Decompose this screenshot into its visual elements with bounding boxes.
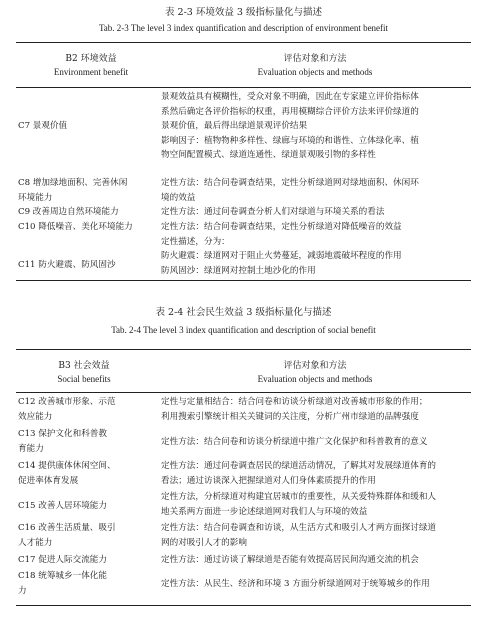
- table1-caption-zh: 表 2-3 环境效益 3 级指标量化与描述: [165, 7, 322, 18]
- row-code: C8 增加绿地面积、完善休闲 环境能力: [18, 178, 128, 203]
- row-description: 景观效益具有模糊性，受众对象不明确，因此在专家建立评价指标体 系然后确定各评价指标的权重，再用模糊综合评价方法来评价绿道的 景观价值，最后得出绿道景观评价结果 影响因子：植物物种多样性、绿廊与环境的和谐性、立体绿化率、植 物空间配置模式、绿道连通性、绿道景观吸引物的多样性: [161, 92, 419, 160]
- table2-caption-zh: 表 2-4 社会民生效益 3 级指标量化与描述: [155, 307, 332, 318]
- row-description: 定性与定量相结合：结合问卷和访谈分析绿道对改善城市形象的作用； 利用搜索引擎统计相关关键词的关注度，分析广州市绿道的品牌强度: [161, 397, 428, 422]
- row-description: 定性方法：通过访谈了解绿道是否能有效提高居民间沟通交流的机会: [161, 555, 419, 565]
- row-description: 防火避震：绿道网对于阻止火势蔓延，减弱地震破坏程度的作用 防风固沙：绿道网对控制土地沙化的作用: [161, 251, 402, 276]
- table1-header-right-zh: 评估对象和方法: [283, 54, 347, 64]
- row-description: 定性方法：结合问卷调查结果，定性分析绿道对降低噪音的效益 定性描述，分为：: [161, 222, 402, 247]
- table2-bottom-rule: [16, 605, 471, 606]
- table1-caption-en: Tab. 2-3 The level 3 index quantification and description of environment benefit: [98, 23, 389, 33]
- row-code: C11 防火避震、防风固沙: [18, 260, 116, 270]
- row-description: 定性方法：结合问卷调查和访谈，从生活方式和吸引人才两方面探讨绿道 网的对吸引人才的影响: [161, 523, 437, 548]
- table1-bottom-rule: [16, 280, 471, 281]
- row-description: 定性方法：通过问卷调查居民的绿道活动情况，了解其对发展绿道体育的 看法；通过访谈深入把握绿道对人们身体素质提升的作用: [161, 461, 437, 486]
- table2-header-rule: [16, 392, 471, 393]
- table2-header-left-en: Social benefits: [57, 374, 111, 384]
- table2-caption-en: Tab. 2-4 The level 3 index quantification and description of social benefit: [111, 325, 376, 335]
- row-code: C14 提供康体休闲空间、 促进率体育发展: [18, 461, 116, 486]
- row-description: 定性方法：结合问卷调查结果，定性分析绿道网对绿地面积、休闲环 境的效益: [161, 178, 419, 203]
- row-code: C12 改善城市形象、示范 效应能力: [18, 397, 116, 422]
- row-code: C7 景观价值: [18, 121, 68, 131]
- table2-header-right-zh: 评估对象和方法: [283, 361, 347, 371]
- table1-header-left-en: Environment benefit: [53, 67, 129, 77]
- table1-top-rule: [16, 42, 471, 43]
- table1-header-rule: [16, 87, 471, 88]
- row-description: 定性方法：通过问卷调查分析人们对绿道与环境关系的看法: [161, 207, 385, 217]
- table2-header-left-zh: B3 社会效益: [58, 361, 110, 371]
- table2-header-right-en: Evaluation objects and methods: [257, 374, 373, 384]
- row-code: C15 改善人居环境能力: [18, 501, 107, 511]
- table2-top-rule: [16, 349, 471, 350]
- table1-header-right-en: Evaluation objects and methods: [257, 67, 373, 77]
- row-code: C18 统筹城乡一体化能 力: [18, 571, 107, 596]
- row-code: C17 促进人际交流能力: [18, 555, 107, 565]
- row-description: 定性方法：结合问卷和访谈分析绿道中推广文化保护和科普教育的意义: [161, 437, 428, 447]
- row-code: C9 改善周边自然环境能力: [18, 207, 119, 217]
- table1-header-left-zh: B2 环境效益: [65, 54, 117, 64]
- row-description: 定性方法：从民生、经济和环境 3 方面分析绿道网对于统筹城乡的作用: [161, 579, 430, 589]
- row-description: 定性方法，分析绿道对构建宜居城市的重要性，从关爱特殊群体和缓和人 地关系两方面进一步论述绿道网对我们人与环境的效益: [161, 492, 437, 517]
- row-code: C13 保护文化和科普教 育能力: [18, 429, 107, 454]
- row-code: C16 改善生活质量、吸引 人才能力: [18, 523, 116, 548]
- row-code: C10 降低噪音、美化环境能力: [18, 222, 133, 232]
